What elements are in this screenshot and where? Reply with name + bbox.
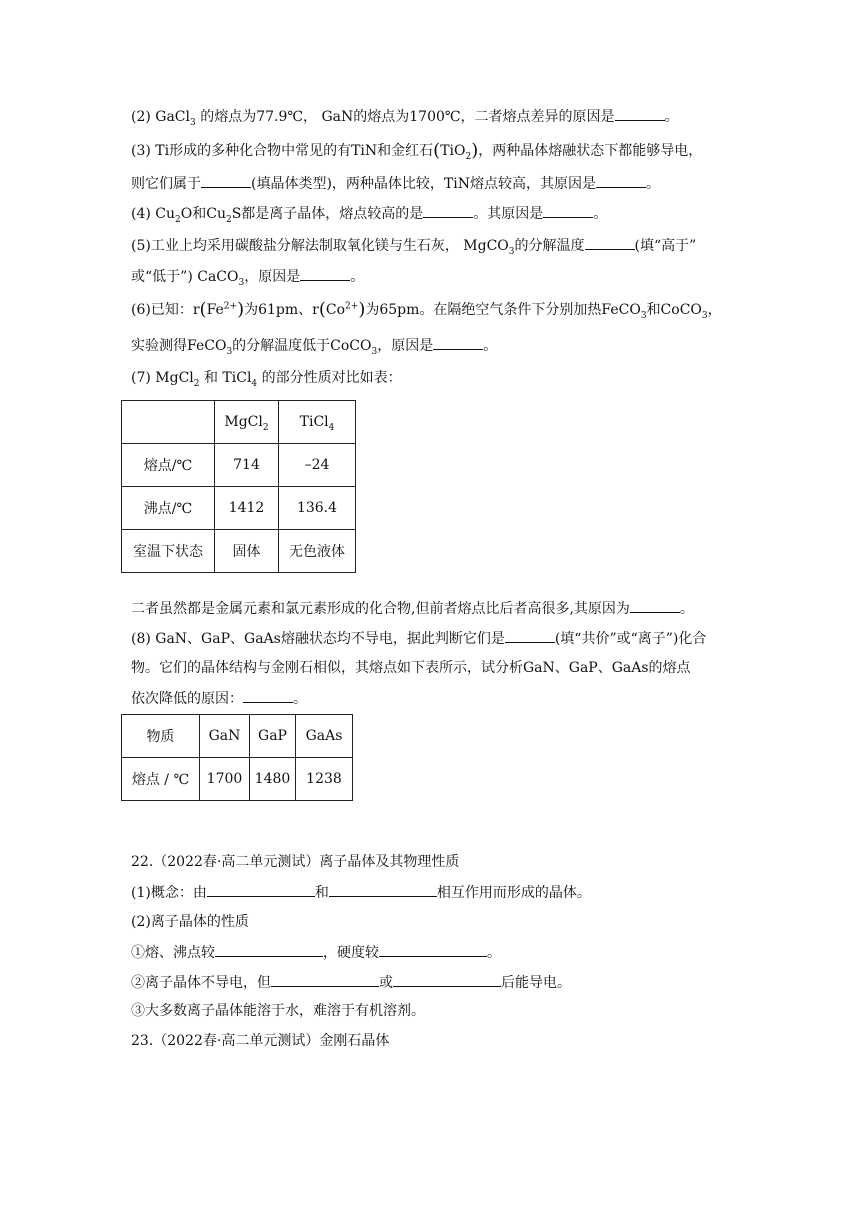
answer-blank[interactable]	[201, 173, 251, 188]
table-corner	[122, 401, 215, 444]
table-cell: 熔点/℃	[122, 444, 215, 487]
answer-blank[interactable]	[596, 173, 646, 188]
question-8-line-3: 依次降低的原因： 。	[131, 688, 307, 709]
table-cell: 熔点 / ℃	[122, 758, 200, 801]
answer-blank[interactable]	[329, 882, 437, 897]
question-5-line-2: 或“低于”) CaCO$_3$，原因是 。	[131, 266, 364, 287]
question-8-line-1: (8) GaN、GaP、GaAs熔融状态均不导电，据此判断它们是 (填“共价”或“离子”)化合	[131, 628, 706, 649]
question-2: (2) GaCl$_3$ 的熔点为77.9℃， GaN的熔点为1700℃，二者熔点差异的原因是 。	[131, 106, 679, 127]
answer-blank[interactable]	[207, 882, 315, 897]
answer-blank[interactable]	[423, 203, 473, 218]
property-table	[121, 400, 356, 573]
answer-blank[interactable]	[630, 598, 680, 613]
question-7: (7) MgCl$_2$ 和 TiCl$_4$ 的部分性质对比如表：	[131, 370, 402, 389]
question-3-line-2: 则它们属于 (填晶体类型)，两种晶体比较，TiN熔点较高，其原因是 。	[131, 173, 660, 194]
table-cell: 沸点/℃	[122, 487, 215, 530]
table-cell: 固体	[215, 530, 279, 573]
table-cell: 136.4	[279, 487, 356, 530]
answer-blank[interactable]	[585, 235, 635, 250]
table-cell: –24	[279, 444, 356, 487]
question-22-title: 22.（2022春·高二单元测试）离子晶体及其物理性质	[131, 854, 460, 870]
answer-blank[interactable]	[379, 942, 487, 957]
question-22-part-2: (2)离子晶体的性质	[131, 914, 249, 930]
answer-blank[interactable]	[393, 972, 501, 987]
table-header-ticl4: TiCl$_4$	[279, 401, 356, 444]
table-cell: 无色液体	[279, 530, 356, 573]
question-22-item-1: ①熔、沸点较 ，硬度较 。	[131, 942, 501, 963]
question-6-line-1: (6)已知：$r(Fe^{2+})$为61pm、$r(Co^{2+})$为65pm。在隔绝空气条件下分别加热FeCO$_3$和CoCO$_3$，	[131, 299, 722, 321]
table-header: GaAs	[296, 715, 353, 758]
table-cell: 1412	[215, 487, 279, 530]
answer-blank[interactable]	[433, 335, 483, 350]
answer-blank[interactable]	[300, 266, 350, 281]
question-3-line-1: (3) Ti形成的多种化合物中常见的有TiN和金红石(TiO$_2$)，两种晶体熔融状态下都能够导电，	[131, 140, 703, 162]
melting-point-table	[121, 714, 353, 801]
table-header-mgcl2: MgCl$_2$	[215, 401, 279, 444]
question-23-title: 23.（2022春·高二单元测试）金刚石晶体	[131, 1033, 390, 1049]
question-22-item-3: ③大多数离子晶体能溶于水，难溶于有机溶剂。	[131, 1003, 425, 1019]
question-8-line-2: 物。它们的晶体结构与金刚石相似，其熔点如下表所示，试分析GaN、GaP、GaAs的熔点	[131, 660, 691, 676]
question-6-line-2: 实验测得FeCO$_3$的分解温度低于CoCO$_3$，原因是 。	[131, 335, 497, 356]
question-22-item-2: ②离子晶体不导电，但 或 后能导电。	[131, 972, 571, 993]
question-22-part-1: (1)概念：由 和 相互作用而形成的晶体。	[131, 882, 591, 903]
table-cell: 1480	[250, 758, 296, 801]
table-cell: 1238	[296, 758, 353, 801]
answer-blank[interactable]	[543, 203, 593, 218]
answer-blank[interactable]	[215, 942, 323, 957]
question-4: (4) $Cu_2O$和$Cu_2S$都是离子晶体，熔点较高的是 。其原因是 。	[131, 203, 607, 224]
table-header: GaN	[200, 715, 250, 758]
answer-blank[interactable]	[505, 628, 555, 643]
table-header: 物质	[122, 715, 200, 758]
question-5-line-1: (5)工业上均采用碳酸盐分解法制取氧化镁与生石灰， MgCO$_3$的分解温度 (填“高于”	[131, 235, 696, 256]
table-cell: 1700	[200, 758, 250, 801]
table-header: GaP	[250, 715, 296, 758]
question-7-followup: 二者虽然都是金属元素和氯元素形成的化合物,但前者熔点比后者高很多,其原因为 。	[131, 598, 694, 619]
answer-blank[interactable]	[615, 106, 665, 121]
answer-blank[interactable]	[243, 688, 293, 703]
table-cell: 714	[215, 444, 279, 487]
answer-blank[interactable]	[271, 972, 379, 987]
table-cell: 室温下状态	[122, 530, 215, 573]
